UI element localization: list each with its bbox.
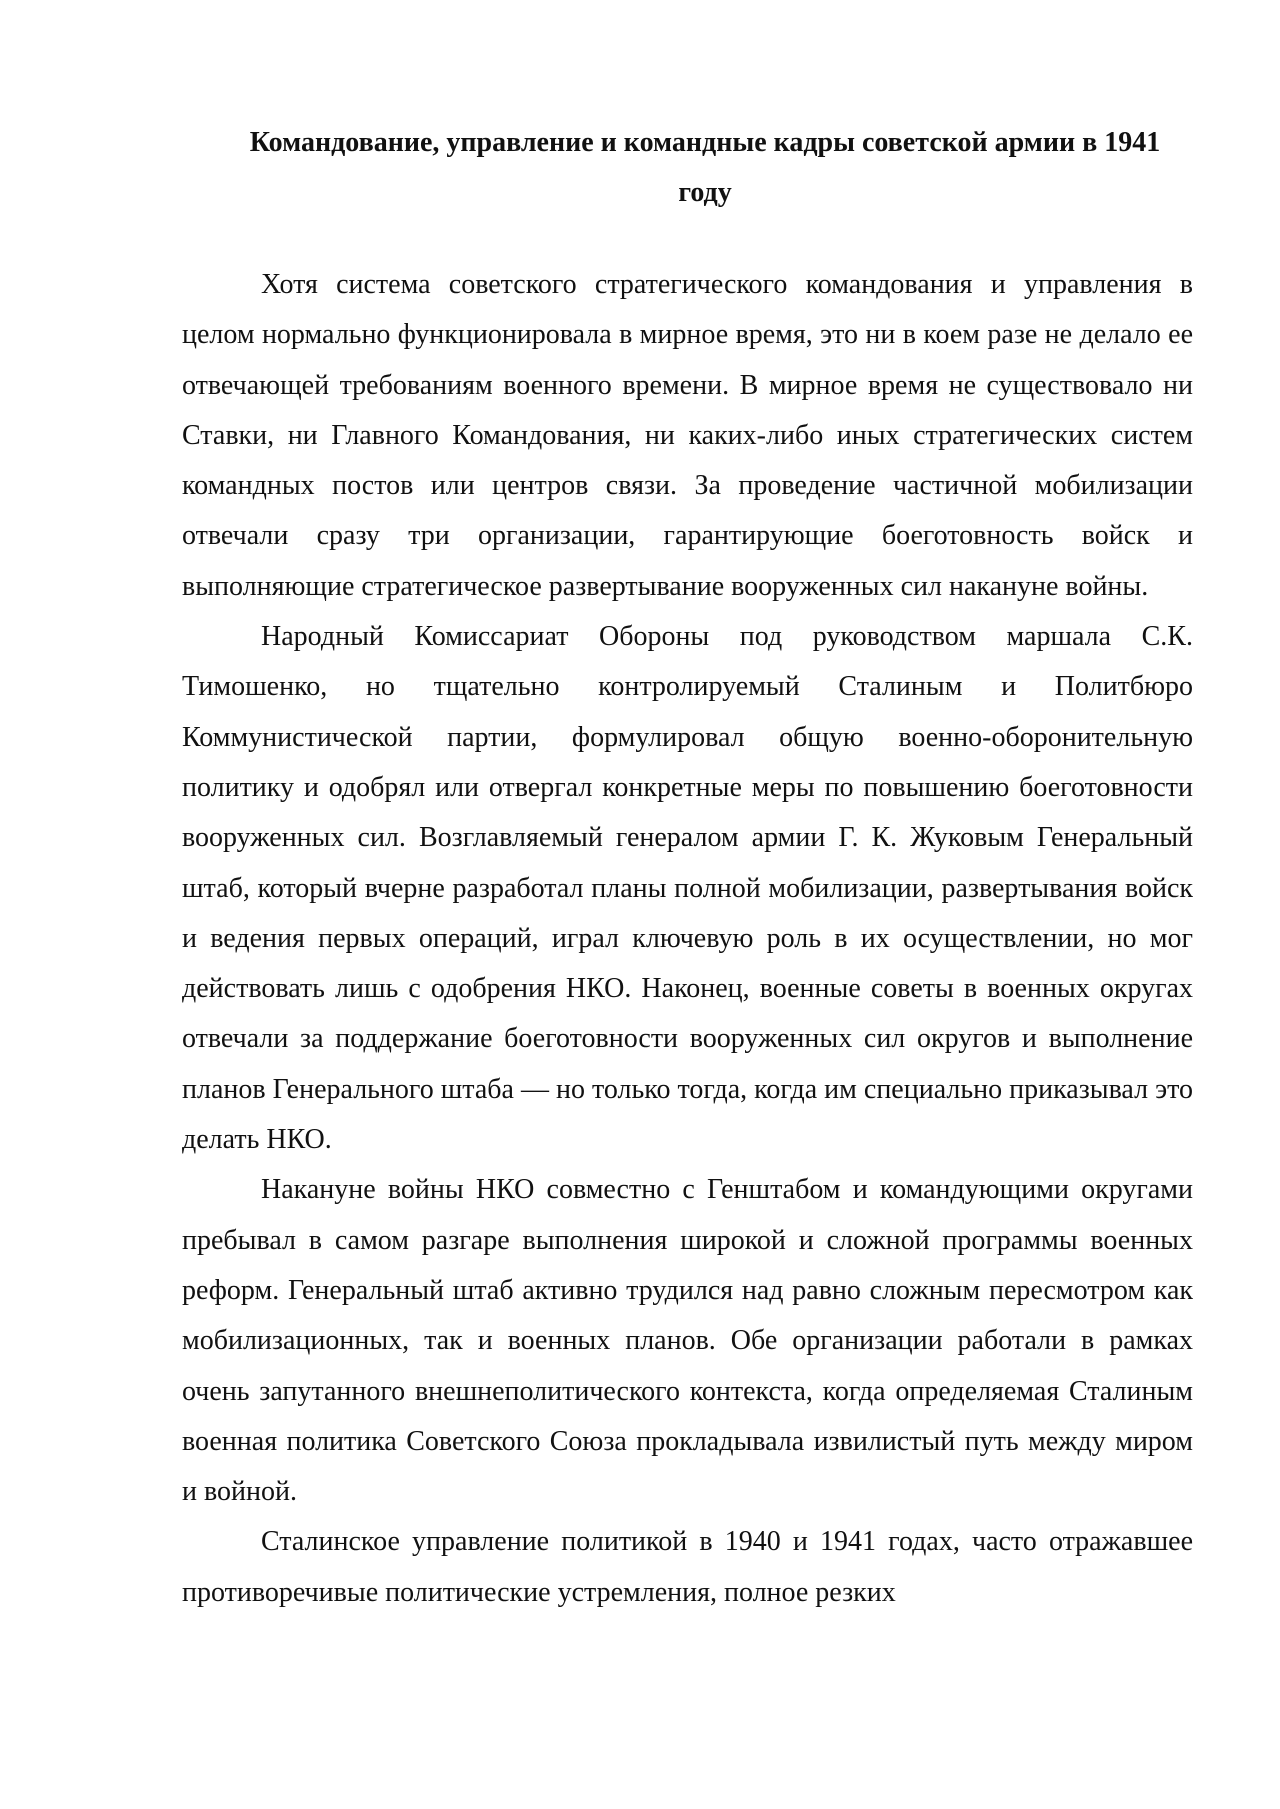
paragraph-4: Сталинское управление политикой в 1940 и 1941 годах, часто отражавшее противоречивые политические устремления, полное резких [182,1526,1193,1608]
paragraph-2: Народный Комиссариат Обороны под руководством маршала С.К. Тимошенко, но тщательно контролируемый Сталиным и Политбюро Коммунистической партии, формулировал общую военно-оборонительную политику и одобрял или отвергал конкретные меры по повышению боеготовности вооруженных сил. Возглавляемый генералом армии Г. К. Жуковым Генеральный штаб, который вчерне разработал планы полной мобилизации, развертывания войск и ведения первых операций, играл ключевую роль в их осуществлении, но мог действовать лишь с одобрения НКО. Наконец, военные советы в военных округах отвечали за поддержание боеготовности вооруженных сил округов и выполнение планов Генерального штаба — но только тогда, когда им специально приказывал это делать НКО. [182,621,1193,1156]
document-body [182,260,1193,1618]
paragraph-1: Хотя система советского стратегического командования и управления в целом нормально функционировала в мирное время, это ни в коем разе не делало ее отвечающей требованиям военного времени. В мирное время не существовало ни Ставки, ни Главного Командования, ни каких-либо иных стратегических систем командных постов или центров связи. За проведение частичной мобилизации отвечали сразу три организации, гарантирующие боеготовность войск и выполняющие стратегическое развертывание вооруженных сил накануне войны. [182,269,1193,602]
document-title: Командование, управление и командные кадры советской армии в 1941 году [249,127,1161,208]
paragraph-3: Накануне войны НКО совместно с Генштабом и командующими округами пребывал в самом разгаре выполнения широкой и сложной программы военных реформ. Генеральный штаб активно трудился над равно сложным пересмотром как мобилизационных, так и военных планов. Обе организации работали в рамках очень запутанного внешнеполитического контекста, когда определяемая Сталиным военная политика Советского Союза прокладывала извилистый путь между миром и войной. [182,1174,1193,1508]
